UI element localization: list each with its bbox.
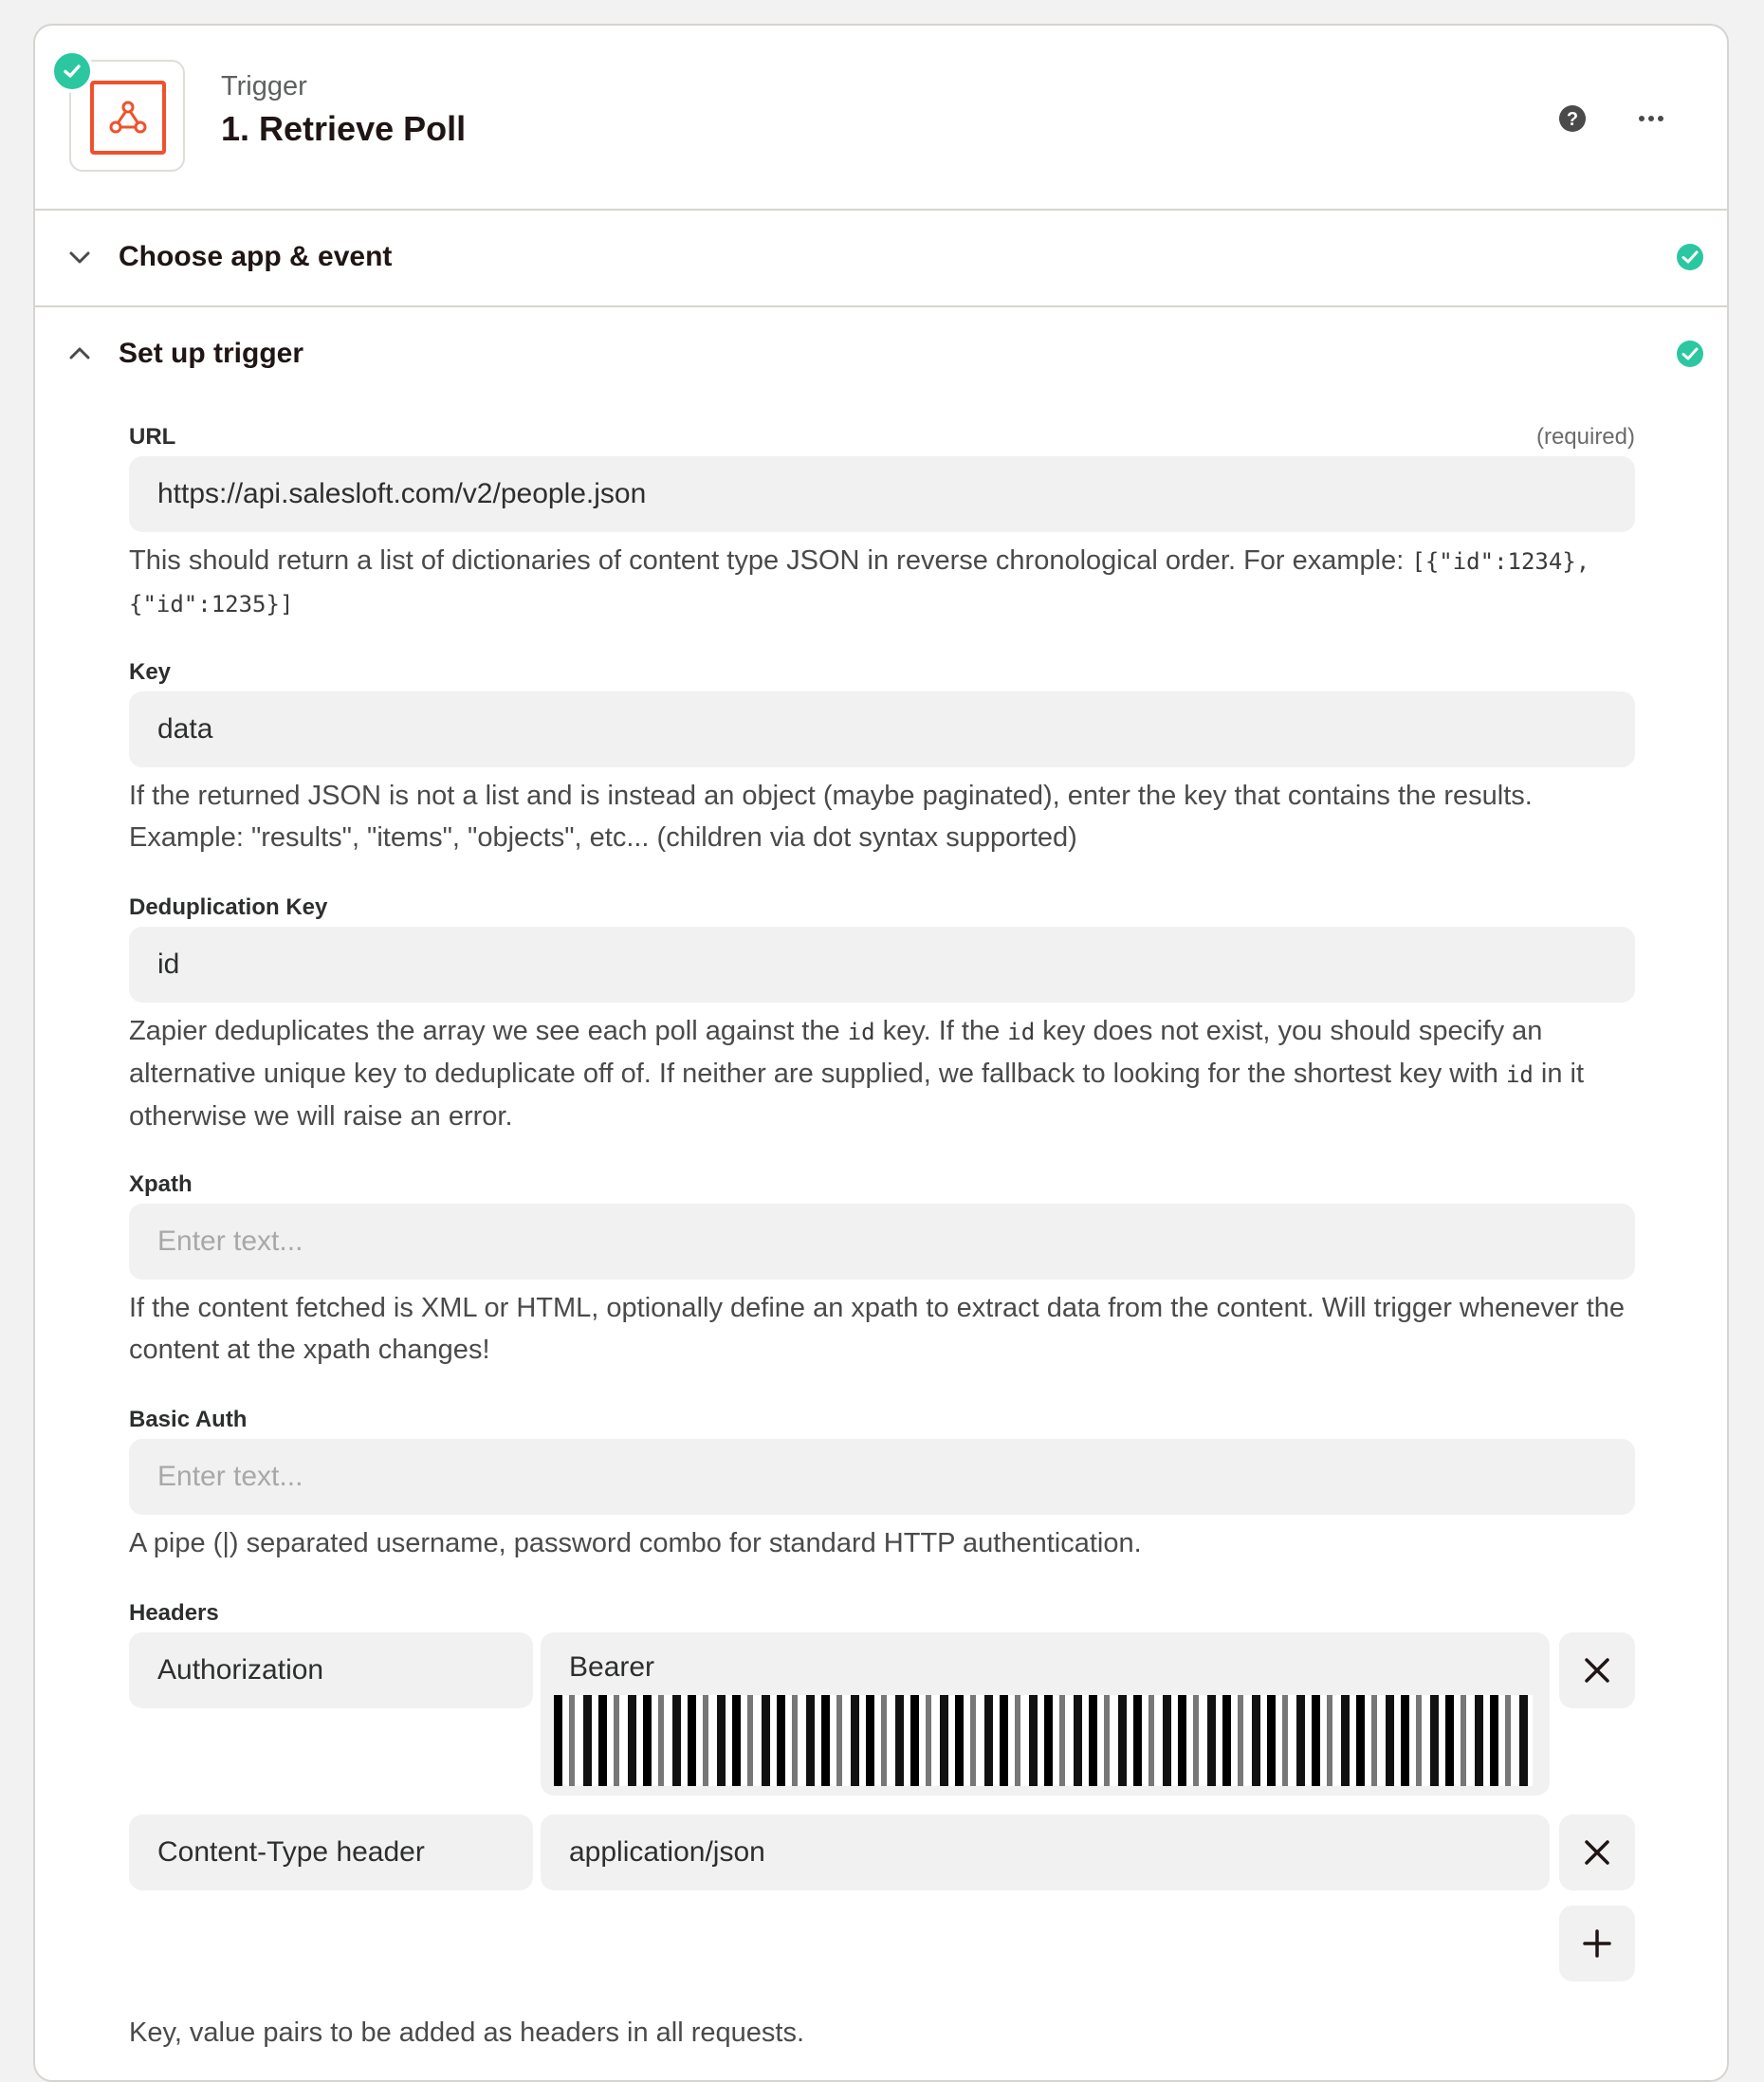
xpath-help-text: If the content fetched is XML or HTML, optionally define an xpath to extract data from the content. Will trigger whenever the content at the xpath changes! (129, 1293, 1626, 1365)
key-label: Key (129, 659, 172, 685)
close-icon (1583, 1656, 1611, 1685)
help-icon[interactable] (1557, 103, 1588, 134)
more-options-icon[interactable] (1636, 103, 1666, 134)
header-key-input[interactable]: Authorization (129, 1632, 533, 1708)
chevron-down-icon (65, 243, 94, 271)
xpath-label: Xpath (129, 1171, 193, 1197)
headers-help-text: Key, value pairs to be added as headers in all requests. (129, 2018, 805, 2048)
step-header (35, 26, 1727, 211)
url-input[interactable]: https://api.salesloft.com/v2/people.json (129, 456, 1635, 532)
chevron-up-icon (65, 340, 94, 368)
dedup-key-label: Deduplication Key (129, 894, 328, 920)
redacted-token (554, 1695, 1533, 1786)
headers-label: Headers (129, 1600, 219, 1626)
webhook-icon (105, 95, 151, 140)
dedup-help-text: Zapier deduplicates the array we see each poll against the id key. If the id key does not exist, you should specify an alternative unique key to deduplicate off of. If neither are supplied, we fallback to looking for the shortest key with id in it otherwise we will raise an error. (129, 1016, 1585, 1132)
step-type-label: Trigger (221, 71, 307, 101)
header-value-input[interactable] (541, 1632, 1550, 1796)
basic-auth-help-text: A pipe (|) separated username, password combo for standard HTTP authentication. (129, 1528, 1142, 1558)
section-set-up-trigger[interactable] (35, 307, 1727, 402)
header-key-input[interactable]: Content-Type header (129, 1815, 533, 1890)
url-example-code: [{"id":1234}, {"id":1235}] (129, 548, 1590, 617)
svg-text:?: ? (1566, 109, 1579, 130)
section-complete-check-icon (1676, 340, 1704, 368)
url-help-text: This should return a list of dictionaries of content type JSON in reverse chronological order. For example: [{"id":1234}, {"id":1235}] (129, 545, 1590, 617)
header-value-text: Bearer (569, 1651, 655, 1683)
plus-icon (1582, 1928, 1612, 1959)
section-label: Set up trigger (119, 338, 304, 369)
key-help-text: If the returned JSON is not a list and is instead an object (maybe paginated), enter the key that contains the results. Example: "results", "items", "objects", etc... (children via dot syntax supported) (129, 781, 1533, 853)
key-input[interactable]: data (129, 691, 1635, 767)
dedup-key-input[interactable]: id (129, 927, 1635, 1003)
url-label: URL (129, 424, 176, 450)
add-header-button[interactable] (1559, 1906, 1635, 1981)
section-choose-app-event[interactable] (35, 211, 1727, 307)
step-card (33, 24, 1729, 2082)
basic-auth-label: Basic Auth (129, 1407, 248, 1432)
section-complete-check-icon (1676, 243, 1704, 271)
xpath-input[interactable]: Enter text... (129, 1204, 1635, 1280)
remove-header-button[interactable] (1559, 1632, 1635, 1708)
basic-auth-input[interactable]: Enter text... (129, 1439, 1635, 1515)
header-value-input[interactable]: application/json (541, 1815, 1550, 1890)
close-icon (1583, 1838, 1611, 1867)
section-label: Choose app & event (119, 241, 393, 272)
remove-header-button[interactable] (1559, 1815, 1635, 1890)
required-indicator: (required) (1535, 424, 1635, 450)
step-title[interactable]: 1. Retrieve Poll (221, 109, 467, 148)
step-complete-check-icon (50, 49, 94, 93)
